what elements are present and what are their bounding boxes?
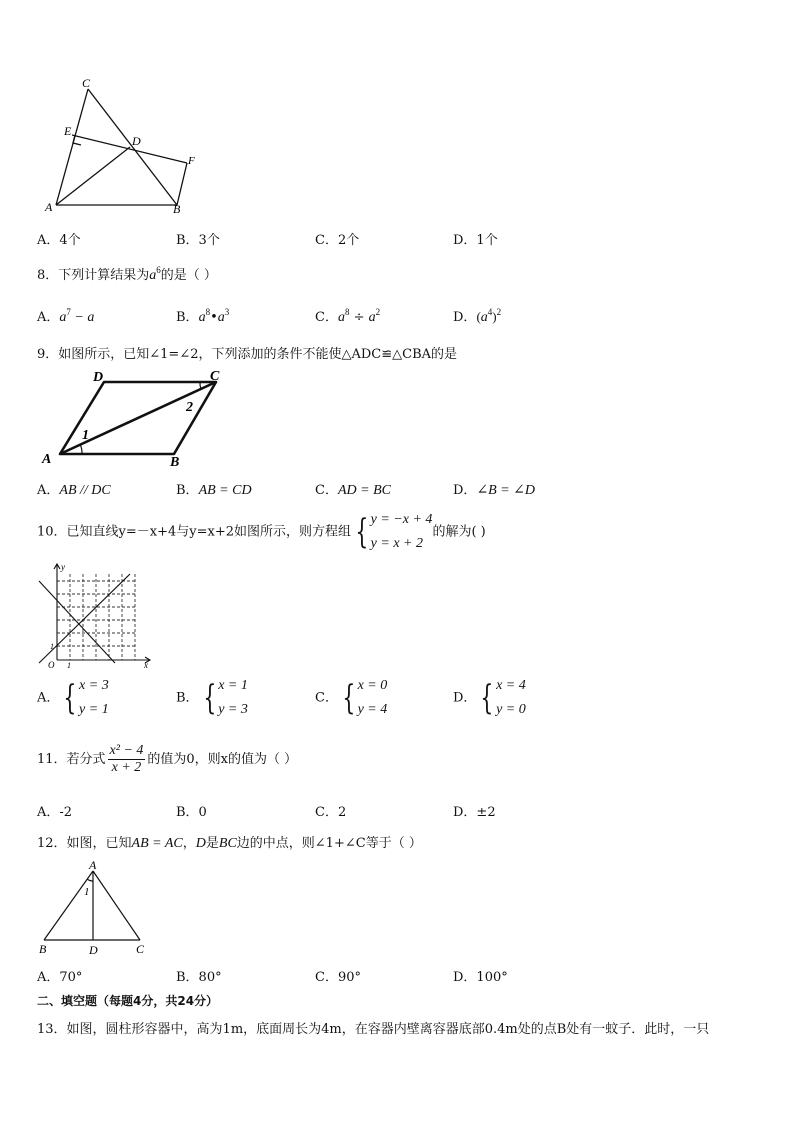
q9-stem: 9．如图所示，已知∠1=∠2，下列添加的条件不能使△ADC≌△CBA的是 xyxy=(37,347,458,362)
q11-stem: 11．若分式 $\frac{\text{x² − 4}}{x + 2}$ 的值为0，则x的值为（ ） xyxy=(37,743,298,775)
q12-option-d: D．100° xyxy=(453,970,508,985)
q10-option-c: C． { x = 0 y = 4 xyxy=(315,678,388,718)
q12-label-C: C xyxy=(136,942,145,956)
q12-option-b: B．80° xyxy=(176,970,222,985)
q9-label-D: D xyxy=(93,370,104,385)
q10-tick-x1: 1 xyxy=(67,661,71,670)
q8-option-b: B．$a^8•a^3$ xyxy=(176,307,230,325)
section-title: 二、填空题（每题4分，共24分） xyxy=(37,994,219,1008)
q12-option-c: C．90° xyxy=(315,970,361,985)
label-A: A xyxy=(45,200,53,214)
q7-option-b: B．3个 xyxy=(176,233,220,248)
q9-option-b: B．AB = CD xyxy=(176,483,252,498)
q11-fraction: $\frac{\text{x² − 4}}{x + 2}$ xyxy=(109,743,144,775)
q10-axis-x: x xyxy=(144,660,148,670)
q12-angle-1: 1 xyxy=(84,886,90,898)
label-E: E xyxy=(64,124,72,138)
label-F: F xyxy=(188,155,195,167)
q9-option-c: C．AD = BC xyxy=(315,483,391,498)
q10-option-d: D． { x = 4 y = 0 xyxy=(453,678,526,718)
q10-stem: 10．已知直线y=－x+4与y=x+2如图所示，则方程组 { y = −x + 4 y = x + 2 的解为( ) xyxy=(37,512,486,552)
q10-tick-y1: 1 xyxy=(50,642,54,651)
q8-stem: 8．下列计算结果为$a^6$的是（ ） xyxy=(37,265,217,283)
q9-label-A: A xyxy=(42,452,52,467)
q8-option-c: C．$a^8 \div a^2$ xyxy=(315,307,381,325)
q9-angle-1: 1 xyxy=(82,428,89,443)
q9-option-a: A．AB // DC xyxy=(37,483,111,498)
label-D: D xyxy=(132,134,141,148)
q7-option-a: A．4个 xyxy=(37,233,81,248)
q7-option-c: C．2个 xyxy=(315,233,360,248)
q11-option-b: B．0 xyxy=(176,805,207,820)
label-C: C xyxy=(82,76,91,90)
label-B: B xyxy=(173,202,181,216)
q8-option-a: A．$a^7 - a$ xyxy=(37,307,95,325)
q10-origin: O xyxy=(48,660,55,670)
q12-label-D: D xyxy=(89,943,98,957)
q8-option-d: D．$(a^4)^2$ xyxy=(453,307,502,325)
q12-label-B: B xyxy=(39,942,47,956)
q10-axis-y: y xyxy=(61,562,65,572)
q10-option-b: B． { x = 1 y = 3 xyxy=(176,678,248,718)
q11-option-a: A．-2 xyxy=(37,805,73,820)
q9-angle-2: 2 xyxy=(186,400,193,415)
q12-option-a: A．70° xyxy=(37,970,83,985)
q10-option-a: A． { x = 3 y = 1 xyxy=(37,678,109,718)
q12-stem: 12．如图，已知AB = AC，D是BC边的中点，则∠1+∠C等于（ ） xyxy=(37,836,422,851)
q9-label-C: C xyxy=(210,369,220,384)
q12-figure xyxy=(35,857,155,959)
q10-graph xyxy=(34,560,156,670)
q7-figure xyxy=(40,75,210,220)
q7-option-d: D．1个 xyxy=(453,233,498,248)
q13-stem: 13．如图，圆柱形容器中，高为1m，底面周长为4m，在容器内壁离容器底部0.4m处的点B处有一蚊子．此时，一只 xyxy=(37,1022,710,1037)
q11-option-c: C．2 xyxy=(315,805,347,820)
q9-option-d: D．∠B = ∠D xyxy=(453,483,536,498)
q9-figure xyxy=(38,366,238,470)
q11-option-d: D．±2 xyxy=(453,805,496,820)
q9-label-B: B xyxy=(170,455,180,470)
q12-label-A: A xyxy=(89,858,97,872)
